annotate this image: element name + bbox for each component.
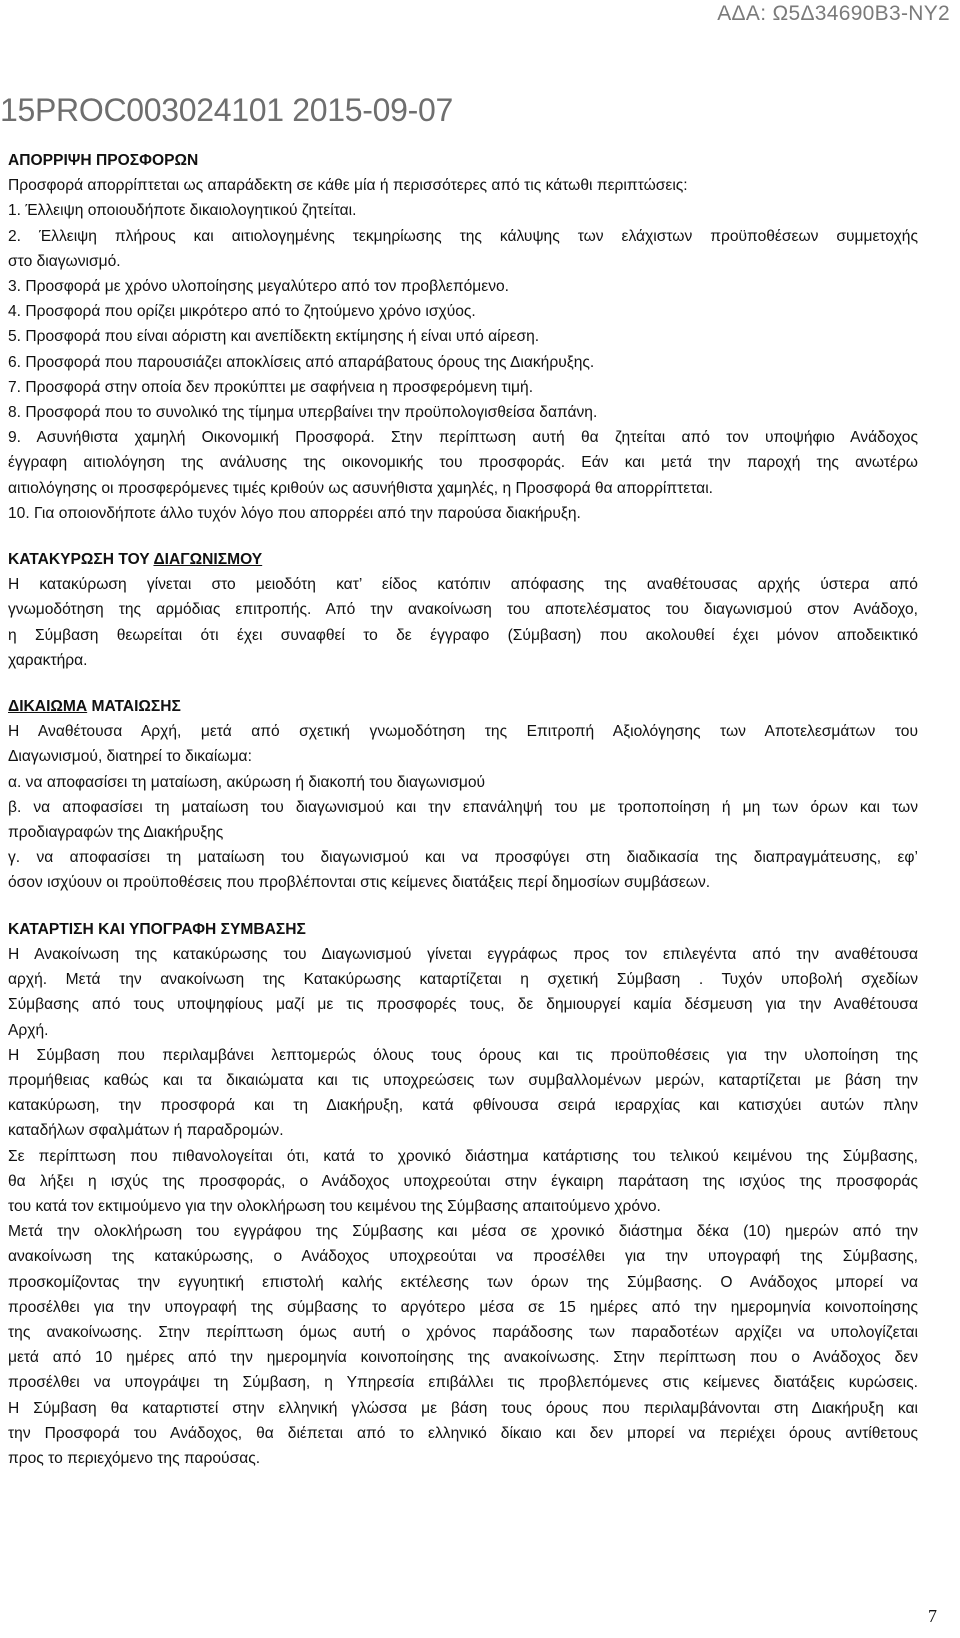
section-title-award-prefix: ΚΑΤΑΚΥΡΩΣΗ ΤΟΥ <box>8 551 154 569</box>
award-paragraph-line: η Σύμβαση θεωρείται ότι έχει συναφθεί το δε έγγραφο (Σύμβαση) που ακολουθεί έχει μόνον αποδεικτικό <box>8 626 918 644</box>
rejection-item: αιτιολόγησης οι προσφερόμενες τιμές κριθούν ως ασυνήθιστα χαμηλές, η Προσφορά θα απορρίπτεται. <box>8 479 713 497</box>
section-title-award-underlined: ΔΙΑΓΩΝΙΣΜΟΥ <box>153 551 263 569</box>
rejection-intro: Προσφορά απορρίπτεται ως απαράδεκτη σε κάθε μία ή περισσότερες από τις κάτωθι περιπτώσεις: <box>8 177 688 195</box>
cancellation-line: β. να αποφασίσει τη ματαίωση του διαγωνισμού και την επανάληψή του με τροποποίηση ή μη των όρων και των <box>8 798 918 816</box>
rejection-item: 7. Προσφορά στην οποία δεν προκύπτει με σαφήνεια η προσφερόμενη τιμή. <box>8 378 534 396</box>
contract-line: Σε περίπτωση που πιθανολογείται ότι, κατά το χρονικό διάστημα κατάρτισης του τελικού κειμένου της Σύμβασης, <box>8 1147 918 1165</box>
contract-line: Σύμβασης από τους υποψηφίους μαζί με τις προσφορές τους, δε δημιουργεί καμία δέσμευση για την Αναθέτουσα <box>8 996 918 1014</box>
contract-line: προμήθειας καθώς και τα δικαιώματα και τις υποχρεώσεις των συμβαλλομένων μερών, καταρτίζεται με βάση την <box>8 1071 918 1089</box>
contract-line: την Προσφορά του Ανάδοχος, θα διέπεται από το ελληνικό δίκαιο και δεν μπορεί να περιέχει όρους αντίθετους <box>8 1424 918 1442</box>
rejection-item: στο διαγωνισμό. <box>8 252 121 270</box>
contract-line: μετά από 10 ημέρες από την ημερομηνία κοινοποίησης της ανακοίνωσης. Στην περίπτωση που ο Ανάδοχος δεν <box>8 1349 918 1367</box>
rejection-item: 9. Ασυνήθιστα χαμηλή Οικονομική Προσφορά. Στην περίπτωση αυτή θα ζητείται από τον υποψήφιο Ανάδοχος <box>8 429 918 447</box>
contract-line: Η Ανακοίνωση της κατακύρωσης του Διαγωνισμού γίνεται εγγράφως προς τον επιλεγέντα από την αναθέτουσα <box>8 945 918 963</box>
rejection-item: 4. Προσφορά που ορίζει μικρότερο από το ζητούμενο χρόνο ισχύος. <box>8 303 476 321</box>
contract-line: προς το περιεχόμενο της παρούσας. <box>8 1449 261 1467</box>
rejection-item: 2. Έλλειψη πλήρους και αιτιολογημένης τεκμηρίωσης της κάλυψης των ελάχιστων προϋποθέσεων συμμετοχής <box>8 227 918 245</box>
contract-line: Αρχή. <box>8 1021 49 1039</box>
contract-line: προσέλθει να υπογράψει τη Σύμβαση, η Υπηρεσία επιβάλλει τις προβλεπόμενες στις κείμενες διατάξεις κυρώσεις. <box>8 1374 918 1392</box>
cancellation-line: γ. να αποφασίσει τη ματαίωση του διαγωνισμού και να προσφύγει στη διαδικασία της διαπραγμάτευσης, εφ’ <box>8 849 918 867</box>
page-number: 7 <box>928 1606 937 1626</box>
contract-line: προσκομίζοντας την εγγυητική επιστολή καλής εκτέλεσης των όρων της Σύμβασης. Ο Ανάδοχος μπορεί να <box>8 1273 918 1291</box>
ada-header: ΑΔΑ: Ω5Δ34690Β3-ΝΥ2 <box>717 2 950 25</box>
cancellation-line: προδιαγραφών της Διακήρυξης <box>8 824 224 842</box>
rejection-item: έγγραφη αιτιολόγηση της ανάλυσης της οικονομικής του προσφοράς. Εάν και μετά την παροχή της ανωτέρω <box>8 454 918 472</box>
contract-line: του κατά τον εκτιμούμενο για την ολοκλήρωση του κειμένου της Σύμβασης απαιτούμενο χρόνο. <box>8 1197 661 1215</box>
rejection-item: 8. Προσφορά που το συνολικό της τίμημα υπερβαίνει την προϋπολογισθείσα δαπάνη. <box>8 404 598 422</box>
document-id: 15PROC003024101 2015-09-07 <box>0 92 453 128</box>
rejection-item: 6. Προσφορά που παρουσιάζει αποκλίσεις από απαράβατους όρους της Διακήρυξης. <box>8 353 595 371</box>
section-title-cancellation-suffix: ΜΑΤΑΙΩΣΗΣ <box>87 698 181 716</box>
rejection-item: 5. Προσφορά που είναι αόριστη και ανεπίδεκτη εκτίμησης ή είναι υπό αίρεση. <box>8 328 540 346</box>
contract-line: καταδήλων σφαλμάτων ή παραδρομών. <box>8 1122 284 1140</box>
contract-line: Η Σύμβαση που περιλαμβάνει λεπτομερώς όλους τους όρους και τις προϋποθέσεις για την υλοποίηση της <box>8 1046 918 1064</box>
rejection-item: 10. Για οποιονδήποτε άλλο τυχόν λόγο που απορρέει από την παρούσα διακήρυξη. <box>8 504 581 522</box>
section-title-cancellation-underlined: ΔΙΚΑΙΩΜΑ <box>8 698 88 716</box>
cancellation-line: όσον ισχύουν οι προϋποθέσεις που προβλέπονται στις κείμενες διατάξεις περί δημοσίων συμβάσεων. <box>8 874 711 892</box>
section-title-contract: ΚΑΤΑΡΤΙΣΗ ΚΑΙ ΥΠΟΓΡΑΦΗ ΣΥΜΒΑΣΗΣ <box>8 920 306 938</box>
award-paragraph-line: γνωμοδότηση της αρμόδιας επιτροπής. Από την ανακοίνωση του αποτελέσματος του διαγωνισμού στον Ανάδοχο, <box>8 601 918 619</box>
cancellation-line: α. να αποφασίσει τη ματαίωση, ακύρωση ή διακοπή του διαγωνισμού <box>8 773 486 791</box>
cancellation-line: Διαγωνισμού, διατηρεί το δικαίωμα: <box>8 748 252 766</box>
rejection-item: 1. Έλλειψη οποιουδήποτε δικαιολογητικού ζητείται. <box>8 202 357 220</box>
contract-line: της ανακοίνωσης. Στην περίπτωση όμως αυτή ο χρόνος παράδοσης των παραδοτέων αρχίζει να υπολογίζεται <box>8 1323 918 1341</box>
contract-line: θα λήξει η ισχύς της προσφοράς, ο Ανάδοχος υποχρεούται στην έγκαιρη παράταση της ισχύος της προσφοράς <box>8 1172 918 1190</box>
award-paragraph-line: χαρακτήρα. <box>8 651 88 669</box>
contract-line: αρχή. Μετά την ανακοίνωση της Κατακύρωσης καταρτίζεται η σχετική Σύμβαση . Τυχόν υποβολή σχεδίων <box>8 971 918 989</box>
award-paragraph-line: Η κατακύρωση γίνεται στο μειοδότη κατ’ είδος κατόπιν απόφασης της αναθέτουσας αρχής ύστερα από <box>8 576 918 594</box>
document-body <box>8 148 918 1471</box>
contract-line: προσέλθει για την υπογραφή της σύμβασης το αργότερο μέσα σε 15 ημέρες από την ημερομηνία κοινοποίησης <box>8 1298 918 1316</box>
contract-line: Μετά την ολοκλήρωση του εγγράφου της Σύμβασης και μέσα σε χρονικό διάστημα δέκα (10) ημερών από την <box>8 1223 918 1241</box>
cancellation-line: Η Αναθέτουσα Αρχή, μετά από σχετική γνωμοδότηση της Επιτροπή Αξιολόγησης των Αποτελεσμάτων του <box>8 723 918 741</box>
contract-line: Η Σύμβαση θα καταρτιστεί στην ελληνική γλώσσα με βάση τους όρους που περιλαμβάνονται στη Διακήρυξη και <box>8 1399 918 1417</box>
section-title-cancellation <box>8 694 918 719</box>
rejection-item: 3. Προσφορά με χρόνο υλοποίησης μεγαλύτερο από τον προβλεπόμενο. <box>8 278 509 296</box>
section-title-award <box>8 547 918 572</box>
contract-line: κατακύρωση, την προσφορά και τη Διακήρυξη, κατά φθίνουσα σειρά ιεραρχίας και κατισχύει αυτών πλην <box>8 1097 918 1115</box>
section-title-rejection: ΑΠΟΡΡΙΨΗ ΠΡΟΣΦΟΡΩΝ <box>8 152 199 169</box>
contract-line: ανακοίνωση της κατακύρωσης, ο Ανάδοχος υποχρεούται να προσέλθει για την υπογραφή της Σύμβασης, <box>8 1248 918 1266</box>
